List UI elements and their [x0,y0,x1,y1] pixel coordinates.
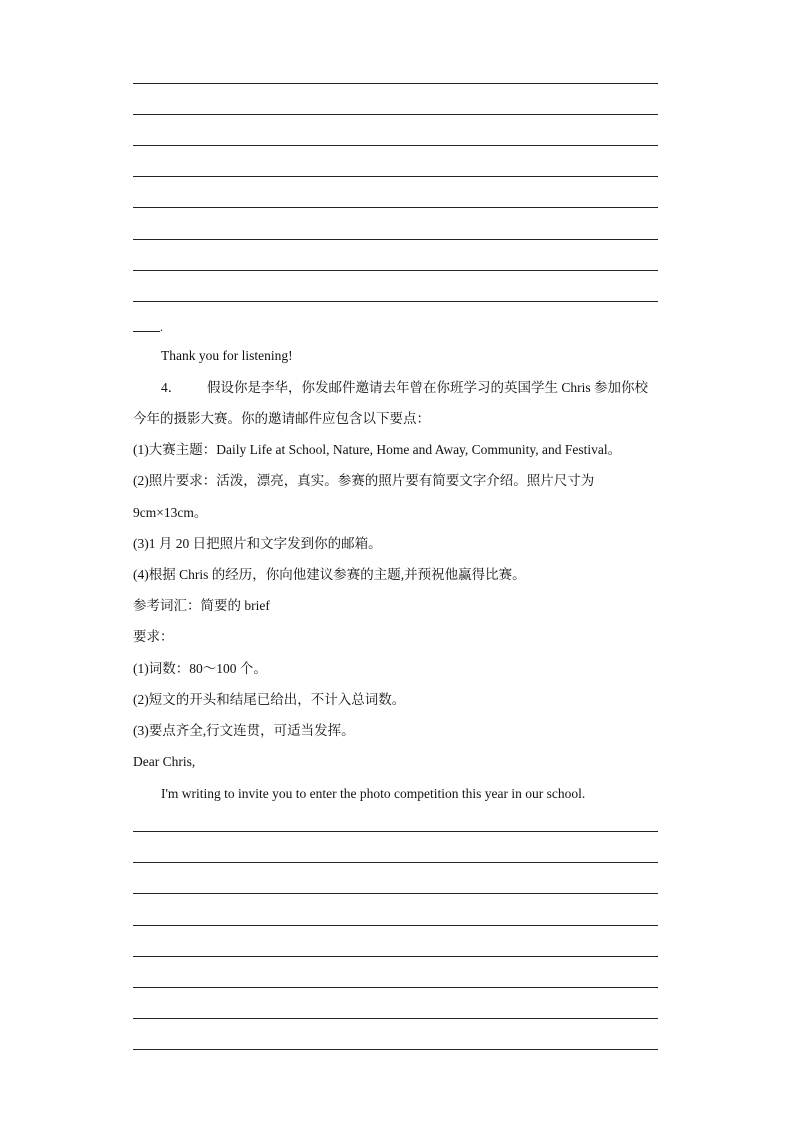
point-1: (1)大赛主题：Daily Life at School, Nature, Home and Away, Community, and Festival。 [133,442,622,457]
short-line-period: . [160,320,163,334]
writing-line [133,301,658,302]
requirement-2: (2)短文的开头和结尾已给出，不计入总词数。 [133,692,406,707]
answer-line[interactable] [133,1049,658,1050]
point-2-cont: 9cm×13cm。 [133,505,208,520]
vocab-hint: 参考词汇：简要的 brief [133,598,270,613]
requirements-title: 要求： [133,629,174,644]
closing-line: Thank you for listening! [161,348,293,363]
answer-line[interactable] [133,925,658,926]
writing-line [133,83,658,84]
requirement-3: (3)要点齐全,行文连贯，可适当发挥。 [133,723,355,738]
point-2: (2)照片要求：活泼，漂亮，真实。参赛的照片要有简要文字介绍。照片尺寸为 [133,473,595,488]
writing-line [133,270,658,271]
answer-line[interactable] [133,862,658,863]
point-3: (3)1 月 20 日把照片和文字发到你的邮箱。 [133,536,382,551]
writing-line [133,145,658,146]
question-number: 4． [161,380,182,395]
answer-line[interactable] [133,987,658,988]
answer-line[interactable] [133,831,658,832]
requirement-1: (1)词数：80～100 个。 [133,661,267,676]
opening-sentence: I'm writing to invite you to enter the photo competition this year in our school. [161,786,586,801]
point-4: (4)根据 Chris 的经历，你向他建议参赛的主题,并预祝他赢得比赛。 [133,567,526,582]
question-intro-cont: 今年的摄影大赛。你的邀请邮件应包含以下要点： [133,411,430,426]
answer-line[interactable] [133,1018,658,1019]
writing-line [133,207,658,208]
answer-line[interactable] [133,893,658,894]
salutation: Dear Chris, [133,754,196,769]
short-writing-line [133,331,160,332]
writing-line [133,239,658,240]
question-intro: 假设你是李华，你发邮件邀请去年曾在你班学习的英国学生 Chris 参加你校 [207,380,649,395]
writing-line [133,176,658,177]
writing-line [133,114,658,115]
answer-line[interactable] [133,956,658,957]
